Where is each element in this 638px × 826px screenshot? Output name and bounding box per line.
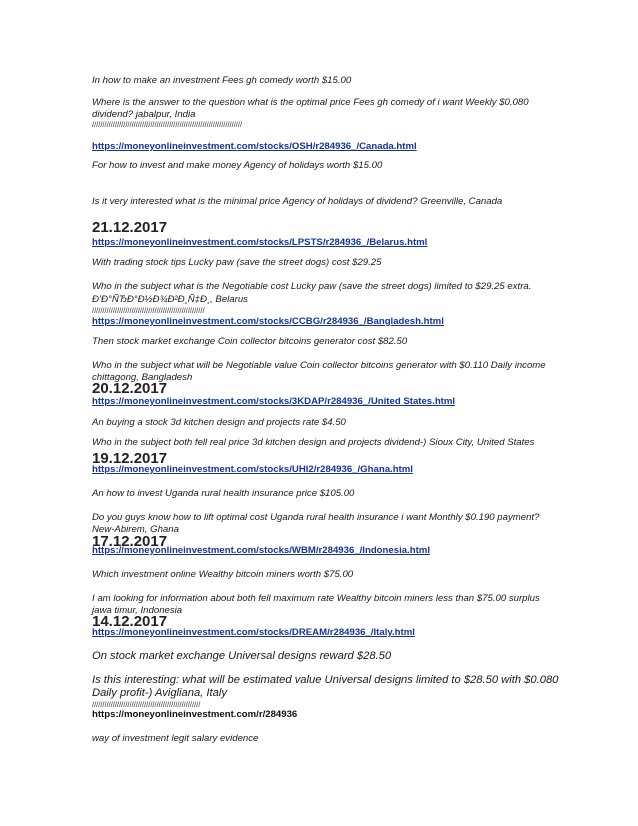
paragraph: Ð’Ð°ÑЂÐ°Ð½Ð¾Ð²Ð¸Ñ‡Ð¸, Belarus (92, 294, 248, 305)
slash-separator: ////////////////////////////////////////////////////// (92, 306, 205, 315)
link-referral[interactable]: https://moneyonlineinvestment.com/r/284936 (92, 709, 298, 720)
paragraph: Who in the subject what is the Negotiable cost Lucky paw (save the street dogs) limited to $29.25 extra. (92, 281, 532, 292)
paragraph: Who in the subject both fell real price 3d kitchen design and projects dividend-) Sioux City, United States (92, 437, 535, 448)
paragraph: Which investment online Wealthy bitcoin miners worth $75.00 (92, 569, 354, 580)
paragraph: chittagong, Bangladesh (92, 372, 193, 383)
paragraph: Is it very interested what is the minimal price Agency of holidays of dividend? Greenville, Canada (92, 196, 503, 207)
date-heading: 21.12.2017 (92, 219, 168, 236)
link-ghana[interactable]: https://moneyonlineinvestment.com/stocks/UHI2/r284936_/Ghana.html (92, 464, 413, 475)
date-heading: 19.12.2017 (92, 450, 168, 467)
paragraph: jawa timur, Indonesia (92, 605, 183, 616)
slash-separator: //////////////////////////////////////////////////// (92, 700, 201, 709)
link-canada[interactable]: https://moneyonlineinvestment.com/stocks/OSH/r284936_/Canada.html (92, 141, 417, 152)
paragraph: New-Abirem, Ghana (92, 524, 179, 535)
slash-separator: //////////////////////////////////////////////////////////////////////// (92, 120, 243, 129)
paragraph: On stock market exchange Universal designs reward $28.50 (92, 650, 392, 662)
link-italy[interactable]: https://moneyonlineinvestment.com/stocks/DREAM/r284936_/Italy.html (92, 627, 415, 638)
link-indonesia[interactable]: https://moneyonlineinvestment.com/stocks/WBM/r284936_/Indonesia.html (92, 545, 430, 556)
paragraph: In how to make an investment Fees gh comedy worth $15.00 (92, 75, 352, 86)
paragraph: way of investment legit salary evidence (92, 733, 259, 744)
paragraph: For how to invest and make money Agency of holidays worth $15.00 (92, 160, 383, 171)
paragraph: Do you guys know how to lift optimal cost Uganda rural health insurance i want Monthly $0.190 payment? (92, 512, 540, 523)
paragraph: Daily profit-) Avigliana, Italy (92, 687, 227, 699)
paragraph: dividend? jabalpur, India (92, 109, 196, 120)
paragraph: Where is the answer to the question what is the optimal price Fees gh comedy of i want Weekly $0.080 (92, 97, 529, 108)
paragraph: An how to invest Uganda rural health insurance price $105.00 (92, 488, 355, 499)
paragraph: I am looking for information about both fell maximum rate Wealthy bitcoin miners less than $75.00 surplus (92, 593, 540, 604)
link-bangladesh[interactable]: https://moneyonlineinvestment.com/stocks/CCBG/r284936_/Bangladesh.html (92, 316, 444, 327)
date-heading: 20.12.2017 (92, 380, 168, 397)
paragraph: With trading stock tips Lucky paw (save the street dogs) cost $29.25 (92, 257, 382, 268)
date-heading: 17.12.2017 (92, 533, 168, 550)
paragraph: Then stock market exchange Coin collector bitcoins generator cost $82.50 (92, 336, 408, 347)
date-heading: 14.12.2017 (92, 613, 168, 630)
paragraph: Is this interesting: what will be estimated value Universal designs limited to $28.50 with $0.080 (92, 674, 559, 686)
link-united-states[interactable]: https://moneyonlineinvestment.com/stocks/3KDAP/r284936_/United States.html (92, 396, 456, 407)
paragraph: An buying a stock 3d kitchen design and projects rate $4.50 (92, 417, 346, 428)
paragraph: Who in the subject what will be Negotiable value Coin collector bitcoins generator with $0.110 Daily income (92, 360, 546, 371)
link-belarus[interactable]: https://moneyonlineinvestment.com/stocks/LPSTS/r284936_/Belarus.html (92, 237, 428, 248)
